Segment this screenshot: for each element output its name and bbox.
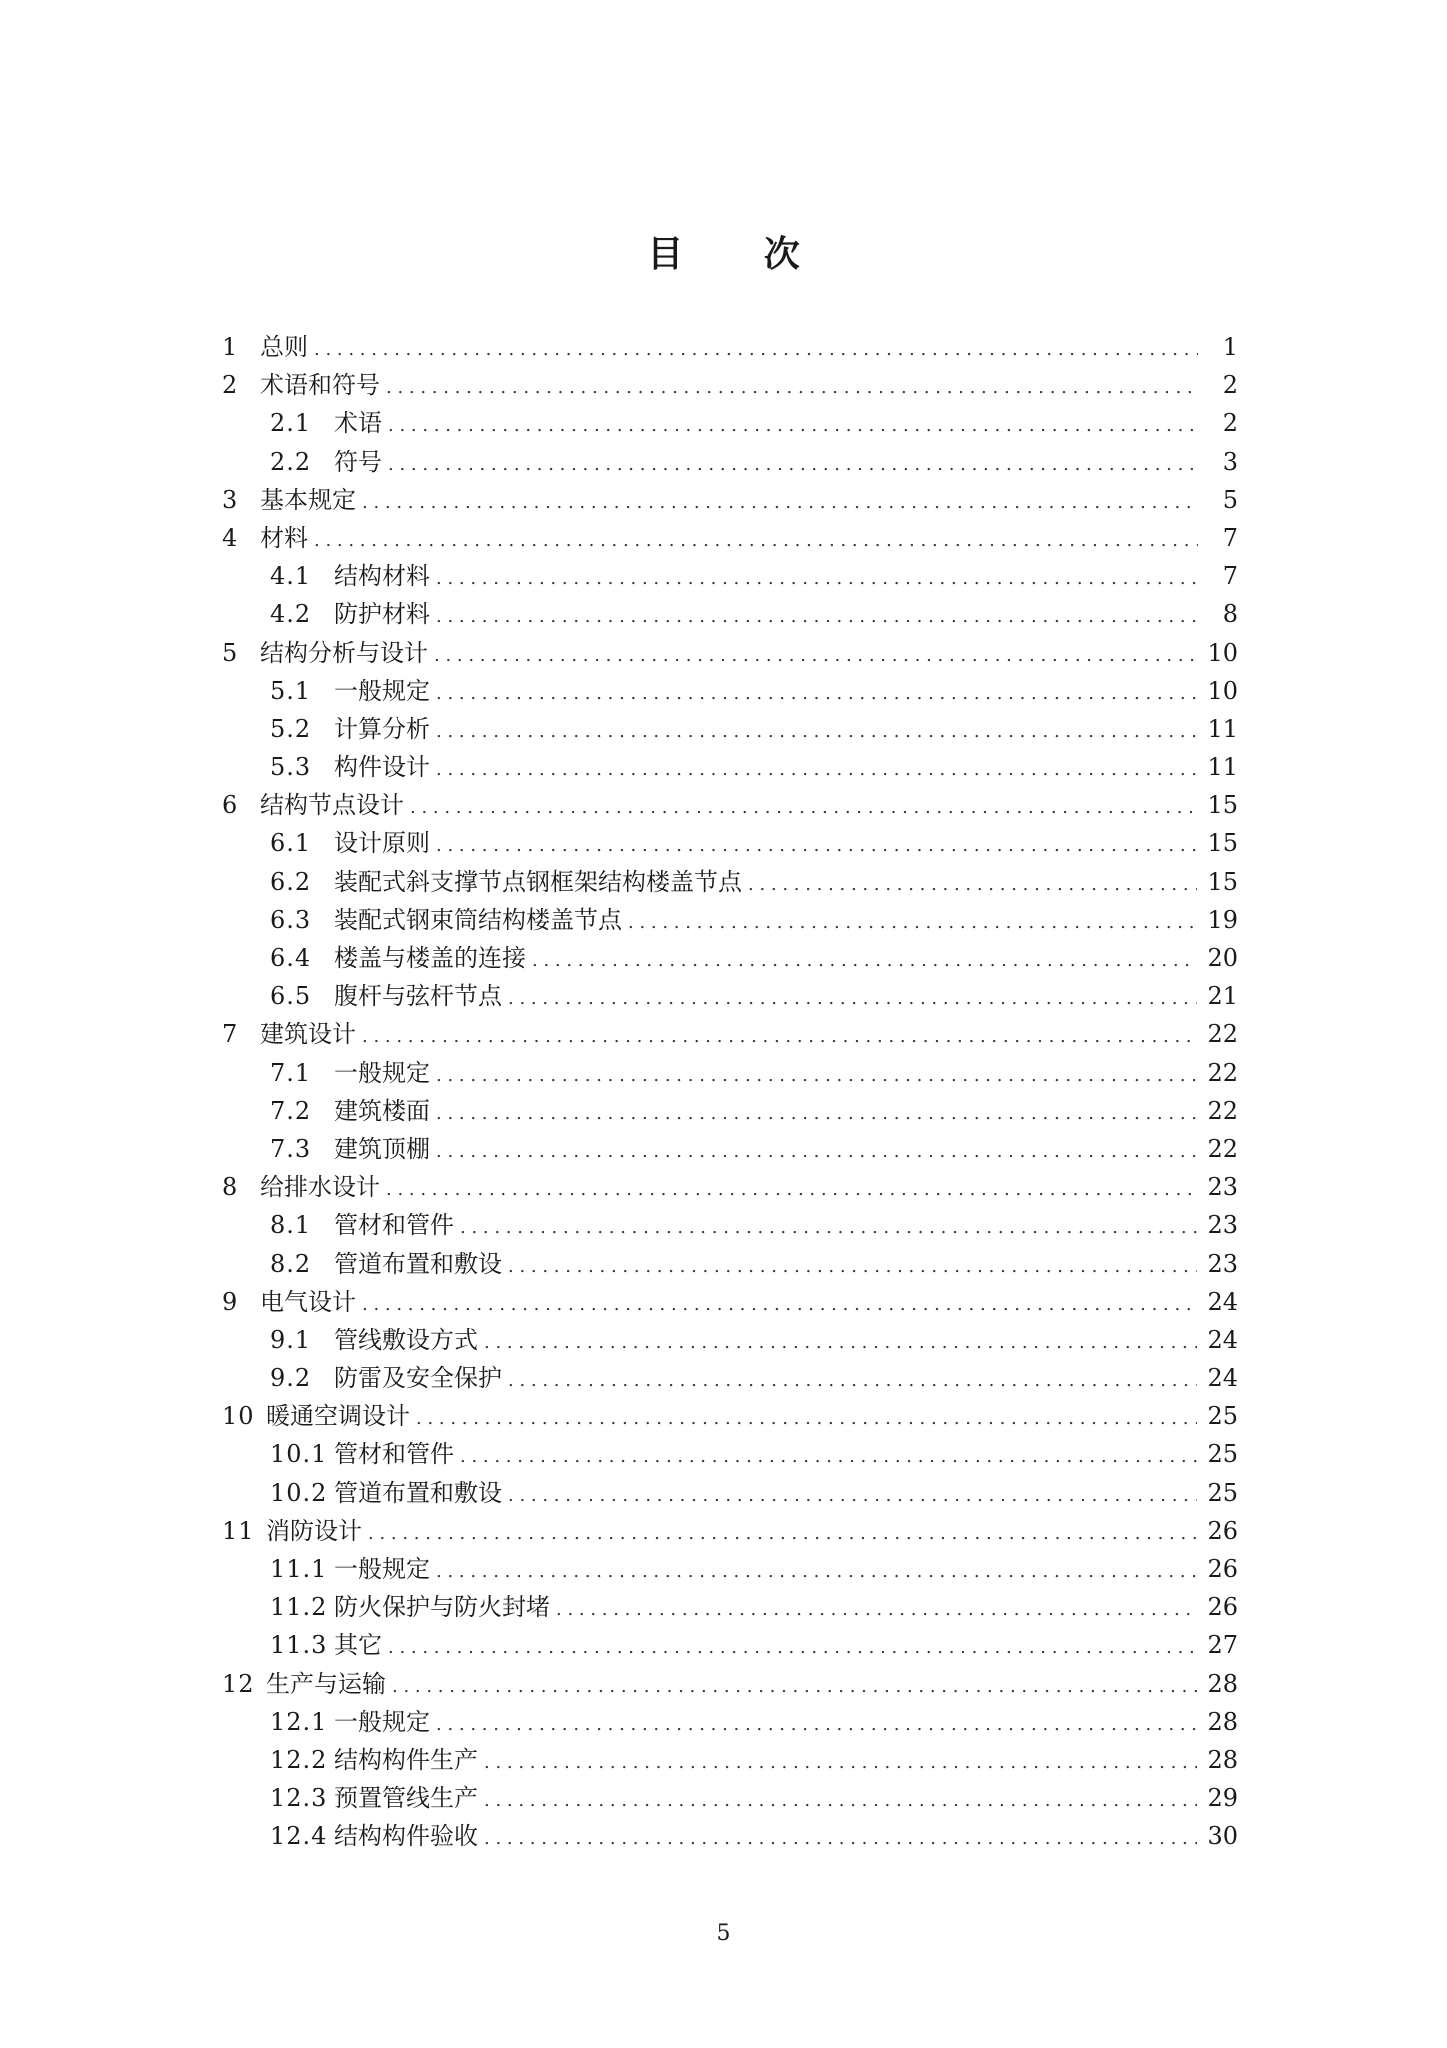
toc-dot-leader [386,366,1198,407]
toc-entry[interactable] [222,1245,1238,1283]
toc-entry-title: 建筑设计 [260,1020,356,1049]
toc-entry-title: 结构材料 [334,562,430,591]
toc-dot-leader [388,404,1198,445]
toc-entry-number: 12.4 [270,1822,328,1851]
toc-entry-title: 给排水设计 [260,1173,380,1202]
toc-entry-title: 材料 [260,523,308,552]
toc-entry-number: 1 [222,333,239,361]
toc-entry-page: 22 [1207,1020,1238,1049]
toc-entry[interactable] [222,1168,1238,1206]
toc-entry-page: 15 [1207,791,1238,820]
toc-entry[interactable] [222,786,1238,824]
toc-entry-number: 12.2 [270,1745,328,1774]
toc-dot-leader [314,519,1198,560]
toc-entry-page: 3 [1222,447,1238,476]
toc-entry[interactable] [222,1206,1238,1244]
toc-entry[interactable] [222,1512,1238,1550]
toc-dot-leader [484,1779,1197,1820]
toc-entry-page: 27 [1207,1631,1238,1660]
toc-dot-leader [436,824,1197,865]
toc-entry[interactable] [222,1779,1238,1817]
toc-entry-number: 7 [222,1020,239,1049]
toc-entry[interactable] [222,1588,1238,1626]
toc-entry-number: 4 [222,523,239,552]
toc-entry-number: 3 [222,485,239,514]
toc-entry-number: 7.3 [270,1134,312,1163]
toc-entry-number: 5.3 [270,753,312,782]
toc-entry-number: 11.2 [270,1593,328,1622]
toc-entry-page: 26 [1207,1555,1238,1583]
toc-entry[interactable] [222,1397,1238,1435]
toc-dot-leader [532,939,1197,980]
table-of-contents [222,328,1238,1856]
toc-entry[interactable] [222,443,1238,481]
toc-entry[interactable] [222,404,1238,442]
toc-dot-leader [436,710,1197,751]
toc-entry-page: 23 [1207,1173,1238,1202]
toc-entry-number: 6.2 [270,867,312,896]
toc-entry-title: 电气设计 [260,1287,356,1316]
toc-entry-title: 生产与运输 [266,1669,386,1698]
toc-entry-title: 消防设计 [266,1516,362,1545]
toc-entry-number: 10 [222,1402,255,1431]
toc-entry-title: 结构节点设计 [260,791,404,820]
toc-dot-leader [362,1283,1197,1324]
toc-entry-title: 一般规定 [334,1555,430,1583]
toc-entry-page: 29 [1207,1784,1238,1813]
toc-dot-leader [460,1435,1197,1476]
toc-entry[interactable] [222,1130,1238,1168]
toc-dot-leader [436,595,1198,636]
toc-entry[interactable] [222,595,1238,633]
toc-entry-title: 管道布置和敷设 [334,1478,502,1507]
toc-entry-title: 结构构件生产 [334,1745,478,1774]
toc-entry-page: 10 [1207,638,1238,667]
toc-entry-title: 楼盖与楼盖的连接 [334,944,526,972]
toc-entry[interactable] [222,1359,1238,1397]
toc-entry-title: 基本规定 [260,485,356,514]
toc-dot-leader [436,1130,1197,1171]
page-number: 5 [716,1921,731,1946]
toc-entry-title: 管道布置和敷设 [334,1249,502,1278]
toc-dot-leader [556,1588,1197,1629]
toc-dot-leader [508,1245,1197,1286]
toc-dot-leader [388,1626,1197,1667]
toc-dot-leader [460,1206,1197,1247]
toc-dot-leader [314,328,1198,369]
toc-entry-page: 2 [1222,371,1238,400]
toc-entry-number: 12.3 [270,1784,328,1813]
toc-entry-number: 10.1 [270,1440,328,1469]
toc-entry-page: 23 [1207,1249,1238,1278]
toc-entry-number: 2 [222,371,239,400]
toc-entry[interactable] [222,366,1238,404]
toc-entry-page: 28 [1207,1745,1238,1774]
toc-dot-leader [748,863,1197,904]
toc-entry-number: 12 [222,1669,255,1698]
toc-entry-page: 24 [1207,1325,1238,1354]
toc-dot-leader [368,1512,1197,1553]
toc-entry[interactable] [222,1741,1238,1779]
toc-entry-page: 1 [1222,333,1238,361]
toc-entry-page: 10 [1207,676,1238,705]
toc-entry-number: 7.2 [270,1096,312,1125]
toc-entry-page: 22 [1207,1058,1238,1087]
toc-entry[interactable] [222,1474,1238,1512]
toc-dot-leader [508,977,1197,1018]
toc-entry-title: 设计原则 [334,829,430,858]
toc-dot-leader [416,1397,1197,1438]
toc-entry-number: 6 [222,791,239,820]
toc-entry-number: 2.1 [270,409,312,438]
toc-entry[interactable] [222,1283,1238,1321]
toc-entry-title: 防火保护与防火封堵 [334,1593,550,1622]
toc-entry-number: 2.2 [270,447,312,476]
toc-entry[interactable] [222,1626,1238,1664]
toc-entry[interactable] [222,1092,1238,1130]
toc-entry-title: 结构构件验收 [334,1822,478,1851]
toc-entry-title: 管材和管件 [334,1440,454,1469]
toc-entry-page: 11 [1207,753,1238,782]
toc-dot-leader [484,1741,1197,1782]
toc-entry-number: 6.5 [270,982,312,1011]
toc-entry[interactable] [222,481,1238,519]
toc-entry[interactable] [222,1435,1238,1473]
toc-entry-title: 防护材料 [334,600,430,629]
toc-entry-page: 2 [1222,409,1238,438]
toc-entry-page: 24 [1207,1364,1238,1393]
toc-entry-number: 11 [222,1516,255,1545]
toc-entry-title: 装配式钢束筒结构楼盖节点 [334,905,622,934]
toc-entry-number: 8 [222,1173,239,1202]
toc-entry-title: 一般规定 [334,1058,430,1087]
toc-entry-page: 20 [1207,944,1238,972]
toc-entry-page: 28 [1207,1707,1238,1736]
toc-dot-leader [436,557,1198,598]
toc-entry[interactable] [222,1817,1238,1855]
toc-entry[interactable] [222,1054,1238,1092]
toc-entry-title: 符号 [334,447,382,476]
toc-dot-leader [388,443,1198,484]
toc-entry-number: 9.1 [270,1325,312,1354]
toc-dot-leader [362,481,1198,522]
toc-entry-title: 计算分析 [334,714,430,743]
toc-entry-title: 暖通空调设计 [266,1402,410,1431]
toc-entry-page: 11 [1207,714,1238,743]
toc-entry-number: 12.1 [270,1707,328,1736]
toc-dot-leader [484,1321,1197,1362]
toc-dot-leader [436,1092,1197,1133]
toc-dot-leader [628,901,1197,942]
toc-entry-number: 11.3 [270,1631,328,1660]
toc-entry-title: 其它 [334,1631,382,1660]
toc-dot-leader [436,1550,1197,1591]
toc-dot-leader [434,634,1197,675]
toc-entry[interactable] [222,1550,1238,1588]
toc-entry[interactable] [222,1321,1238,1359]
toc-dot-leader [362,1015,1197,1056]
toc-entry-number: 5 [222,638,239,667]
toc-entry-page: 22 [1207,1134,1238,1163]
toc-entry-page: 25 [1207,1440,1238,1469]
toc-entry-title: 管材和管件 [334,1211,454,1240]
toc-entry-number: 10.2 [270,1478,328,1507]
toc-entry-title: 建筑顶棚 [334,1134,430,1163]
toc-entry-page: 15 [1207,829,1238,858]
toc-dot-leader [436,672,1197,713]
toc-dot-leader [436,748,1197,789]
toc-entry-page: 24 [1207,1287,1238,1316]
toc-entry-page: 21 [1207,982,1238,1011]
toc-entry-page: 30 [1207,1822,1238,1851]
toc-entry[interactable] [222,1665,1238,1703]
toc-entry-number: 6.4 [270,944,312,972]
toc-entry-title: 预置管线生产 [334,1784,478,1813]
toc-entry-title: 腹杆与弦杆节点 [334,982,502,1011]
toc-dot-leader [508,1359,1197,1400]
toc-entry-number: 9 [222,1287,239,1316]
toc-dot-leader [484,1817,1197,1858]
toc-entry-title: 结构分析与设计 [260,638,428,667]
toc-entry-number: 11.1 [270,1555,328,1583]
toc-entry-number: 6.3 [270,905,312,934]
toc-entry-page: 25 [1207,1402,1238,1431]
toc-entry-title: 管线敷设方式 [334,1325,478,1354]
toc-entry-number: 8.1 [270,1211,312,1240]
toc-entry[interactable] [222,634,1238,672]
toc-entry-title: 一般规定 [334,1707,430,1736]
toc-entry-page: 23 [1207,1211,1238,1240]
toc-entry-title: 装配式斜支撑节点钢框架结构楼盖节点 [334,867,742,896]
toc-entry-number: 7.1 [270,1058,312,1087]
toc-entry-title: 一般规定 [334,676,430,705]
toc-entry-number: 4.2 [270,600,312,629]
toc-entry-page: 15 [1207,867,1238,896]
toc-entry-page: 5 [1222,485,1238,514]
toc-entry-title: 术语 [334,409,382,438]
toc-entry-page: 22 [1207,1096,1238,1125]
toc-entry[interactable] [222,672,1238,710]
toc-entry-title: 构件设计 [334,753,430,782]
toc-dot-leader [508,1474,1197,1515]
toc-dot-leader [436,1703,1197,1744]
toc-entry-title: 防雷及安全保护 [334,1364,502,1393]
toc-entry-title: 总则 [260,333,308,361]
toc-entry-page: 7 [1222,523,1238,552]
toc-entry-number: 6.1 [270,829,312,858]
toc-entry-title: 术语和符号 [260,371,380,400]
toc-dot-leader [436,1054,1197,1095]
toc-entry-number: 5.2 [270,714,312,743]
toc-entry-page: 8 [1222,600,1238,629]
toc-entry-number: 5.1 [270,676,312,705]
toc-entry[interactable] [222,1703,1238,1741]
toc-entry[interactable] [222,824,1238,862]
toc-entry[interactable] [222,519,1238,557]
toc-entry[interactable] [222,863,1238,901]
toc-dot-leader [392,1665,1197,1706]
toc-entry-number: 8.2 [270,1249,312,1278]
toc-entry-page: 26 [1207,1593,1238,1622]
toc-dot-leader [410,786,1197,827]
toc-entry-number: 9.2 [270,1364,312,1393]
toc-entry[interactable] [222,1015,1238,1053]
page-title: 目 次 [647,233,834,275]
toc-entry-page: 28 [1207,1669,1238,1698]
toc-entry-page: 7 [1222,562,1238,591]
toc-entry-page: 19 [1207,905,1238,934]
toc-entry[interactable] [222,710,1238,748]
toc-entry[interactable] [222,901,1238,939]
toc-entry[interactable] [222,939,1238,977]
toc-entry[interactable] [222,557,1238,595]
toc-entry-page: 25 [1207,1478,1238,1507]
toc-entry-title: 建筑楼面 [334,1096,430,1125]
toc-dot-leader [386,1168,1197,1209]
toc-entry-number: 4.1 [270,562,312,591]
toc-entry[interactable] [222,328,1238,366]
toc-entry[interactable] [222,748,1238,786]
toc-entry[interactable] [222,977,1238,1015]
toc-entry-page: 26 [1207,1516,1238,1545]
